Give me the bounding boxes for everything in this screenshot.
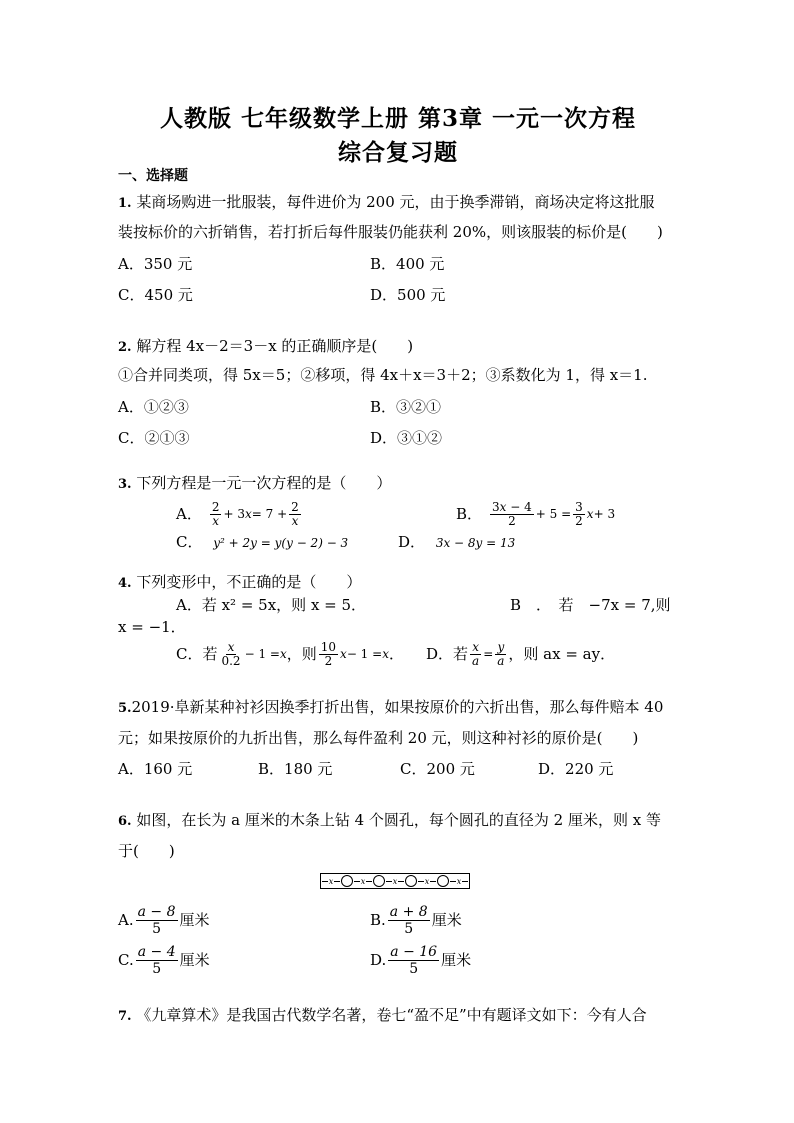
option-b: B．③②① <box>370 398 442 416</box>
segment-x: x <box>385 874 405 888</box>
option-d: D．③①② <box>370 429 443 447</box>
option-label: A. <box>118 911 134 929</box>
option-b <box>370 902 462 938</box>
question-number: 6. <box>118 814 132 829</box>
question-text: 如图，在长为 a 厘米的木条上钻 4 个圆孔，每个圆孔的直径为 2 厘米，则 x 等 <box>131 811 661 829</box>
equation: $\frac{x}{0.2}$ − 1 = x <box>221 639 287 668</box>
question-text: 下列方程是一元一次方程的是（ ） <box>131 474 392 492</box>
option-a: A．若 x² = 5x，则 x = 5． <box>176 596 367 614</box>
option-d <box>370 942 471 978</box>
unit: 厘米 <box>179 911 210 929</box>
option-a: A．350 元 <box>118 255 193 273</box>
option-a: A．①②③ <box>118 398 189 416</box>
option-label: D. <box>370 951 387 969</box>
segment-x: x <box>417 874 437 888</box>
hole-icon <box>405 875 417 887</box>
question-3-stem <box>118 473 391 495</box>
question-number: 4. <box>118 576 132 591</box>
equation: $\frac{3x - 4}{2}$ + 5 = $\frac{3}{2}$ x + 3 <box>492 499 616 528</box>
option-b: B ． 若 −7x = 7,则 <box>510 596 671 614</box>
option-label: C．若 <box>176 645 218 663</box>
then-text: ，则 <box>286 645 317 663</box>
wood-strip-diagram <box>320 873 470 889</box>
question-7-line1 <box>118 1005 647 1027</box>
question-number: 1. <box>118 196 132 211</box>
equation: $\frac{10}{2}$ x − 1 = x <box>320 639 389 668</box>
option-label: C. <box>118 951 134 969</box>
question-text: 2019·阜新某种衬衫因换季打折出售，如果按原价的六折出售，那么每件赔本 40 <box>131 698 664 716</box>
equation: $\frac{2}{x}$ + 3 x = 7 + $\frac{2}{x}$ <box>211 499 299 528</box>
segment-x: x <box>449 874 469 888</box>
unit: 厘米 <box>441 951 472 969</box>
question-6-line1 <box>118 810 661 832</box>
question-2-stem <box>118 336 413 358</box>
option-c <box>118 942 210 978</box>
page-title-line2: 综合复习题 <box>338 139 458 166</box>
fraction: $\frac{a + 8}{5}$ <box>389 903 428 937</box>
option-a <box>176 496 303 532</box>
question-text: 下列变形中，不正确的是（ ） <box>131 573 362 591</box>
unit: 厘米 <box>179 951 210 969</box>
option-c: C．200 元 <box>400 760 475 778</box>
option-a: A．160 元 <box>118 760 193 778</box>
option-d: D．220 元 <box>538 760 614 778</box>
question-1-line2: 装按标价的六折销售，若打折后每件服装仍能获利 20%，则该服装的标价是( ) <box>118 223 663 241</box>
option-d <box>426 636 615 672</box>
question-number: 3. <box>118 477 132 492</box>
option-b: B．400 元 <box>370 255 445 273</box>
segment-x: x <box>353 874 373 888</box>
hole-icon <box>437 875 449 887</box>
question-number: 7. <box>118 1009 132 1024</box>
option-label: C． <box>176 533 203 551</box>
hole-icon <box>341 875 353 887</box>
question-4-stem <box>118 572 361 594</box>
fraction: $\frac{a - 16}{5}$ <box>390 943 438 977</box>
option-label: D．若 <box>426 645 469 663</box>
page-title-line1: 人教版 七年级数学上册 第3章 一元一次方程 <box>159 105 637 132</box>
option-c <box>176 532 348 553</box>
then-text: ，则 ax = ay． <box>508 645 616 663</box>
equation: 3x − 8y = 13 <box>435 536 516 550</box>
question-number: 5. <box>118 701 132 716</box>
option-d <box>398 532 515 553</box>
option-c <box>176 636 404 672</box>
option-c: C．②①③ <box>118 429 190 447</box>
period: ． <box>388 645 404 663</box>
option-label: B. <box>370 911 386 929</box>
equation: y² + 2y = y(y − 2) − 3 <box>213 536 349 550</box>
fraction: $\frac{a - 4}{5}$ <box>137 943 176 977</box>
question-number: 2. <box>118 340 132 355</box>
question-text: 解方程 4x－2＝3－x 的正确顺序是( ) <box>131 337 414 355</box>
question-text: 《九章算术》是我国古代数学名著，卷七“盈不足”中有题译文如下：今有人合 <box>131 1006 647 1024</box>
fraction: $\frac{a - 8}{5}$ <box>137 903 176 937</box>
option-c: C．450 元 <box>118 286 193 304</box>
option-b: B．180 元 <box>258 760 333 778</box>
option-label: D． <box>398 533 426 551</box>
question-text: 某商场购进一批服装，每件进价为 200 元，由于换季滞销，商场决定将这批服 <box>131 193 655 211</box>
equation: $\frac{x}{a}$ = $\frac{y}{a}$ <box>472 639 505 668</box>
hole-icon <box>373 875 385 887</box>
question-2-steps: ①合并同类项，得 5x＝5；②移项，得 4x＋x＝3＋2；③系数化为 1，得 x＝1. <box>118 366 648 384</box>
question-5-line2: 元；如果按原价的九折出售，那么每件盈利 20 元，则这种衬衫的原价是( ) <box>118 729 639 747</box>
option-label: A． <box>176 505 202 523</box>
option-a <box>118 902 210 938</box>
option-d: D．500 元 <box>370 286 446 304</box>
question-6-line2: 于( ) <box>118 842 175 860</box>
question-1-line1 <box>118 192 655 214</box>
option-b-continued: x = −1． <box>118 618 186 636</box>
option-label: B． <box>456 505 483 523</box>
section-heading: 一、选择题 <box>118 168 188 184</box>
question-5-line1 <box>118 697 663 719</box>
segment-x: x <box>321 874 341 888</box>
unit: 厘米 <box>431 911 462 929</box>
option-b <box>456 496 615 532</box>
